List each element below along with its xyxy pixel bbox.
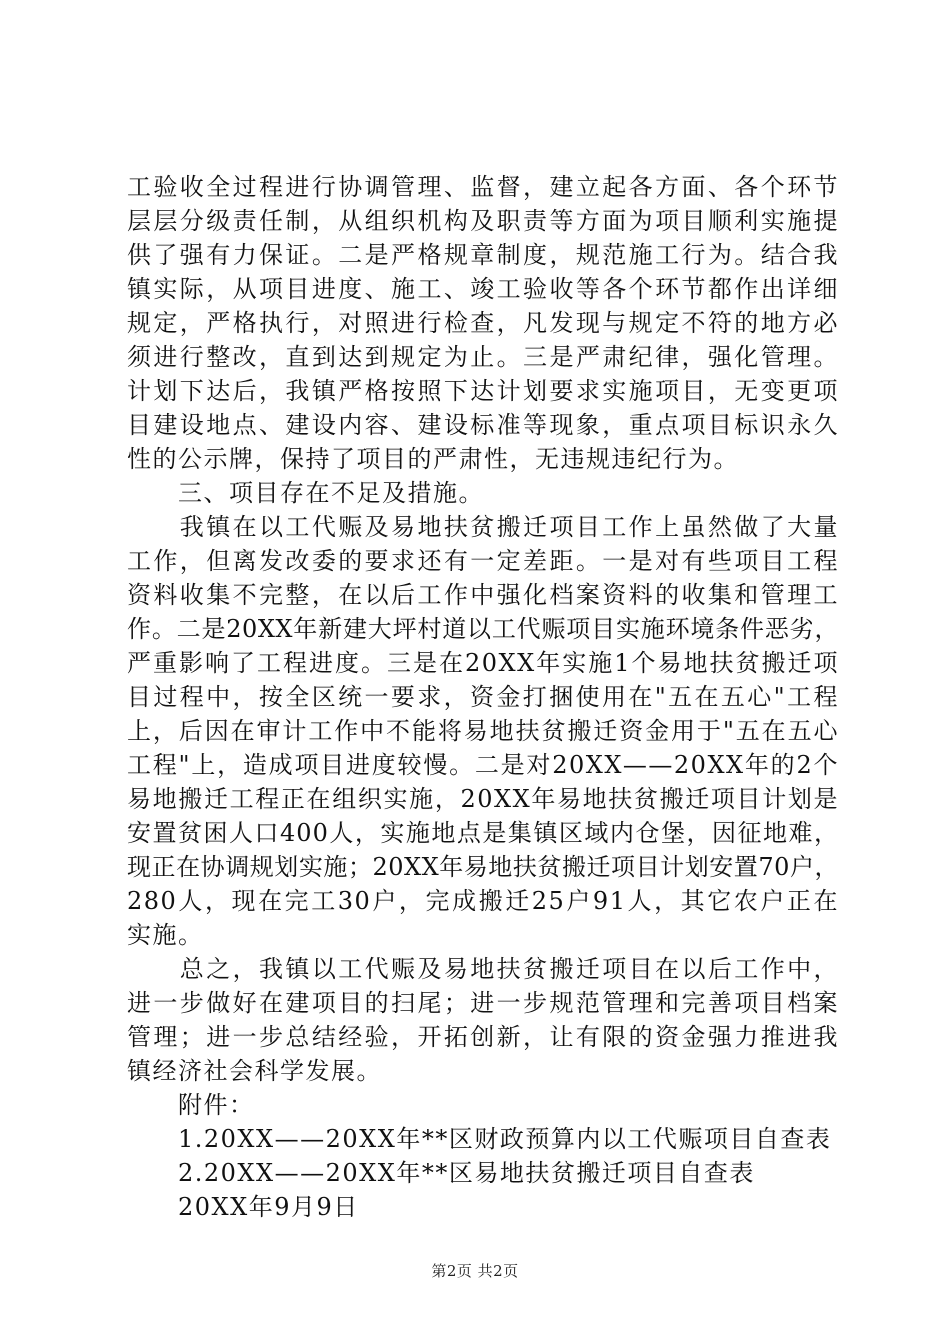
body-line: 实施。 xyxy=(127,921,204,949)
page-footer xyxy=(0,1260,950,1281)
body-line: 作。二是20XX年新建大坪村道以工代赈项目实施环境条件恶劣， xyxy=(127,615,839,643)
body-line: 目过程中，按全区统一要求，资金打捆使用在"五在五心"工程 xyxy=(127,683,839,711)
page-number-label: 第2页 共2页 xyxy=(431,1262,519,1280)
document-body xyxy=(127,170,839,1224)
body-line: 性的公示牌，保持了项目的严肃性，无违规违纪行为。 xyxy=(127,445,739,473)
body-line: 计划下达后，我镇严格按照下达计划要求实施项目，无变更项 xyxy=(127,377,839,405)
body-line: 工作，但离发改委的要求还有一定差距。一是对有些项目工程 xyxy=(127,547,839,575)
body-line: 总之，我镇以工代赈及易地扶贫搬迁项目在以后工作中， xyxy=(127,955,839,983)
body-line: 层层分级责任制，从组织机构及职责等方面为项目顺利实施提 xyxy=(127,207,839,235)
body-line: 镇实际，从项目进度、施工、竣工验收等各个环节都作出详细 xyxy=(127,275,839,303)
body-line: 280人，现在完工30户，完成搬迁25户91人，其它农户正在 xyxy=(127,887,839,915)
body-line: 镇经济社会科学发展。 xyxy=(127,1057,382,1085)
body-line: 安置贫困人口400人，实施地点是集镇区域内仓堡，因征地难， xyxy=(127,819,839,847)
attachment-item: 2.20XX——20XX年**区易地扶贫搬迁项目自查表 xyxy=(127,1159,755,1187)
body-line: 资料收集不完整，在以后工作中强化档案资料的收集和管理工 xyxy=(127,581,839,609)
body-line: 规定，严格执行，对照进行检查，凡发现与规定不符的地方必 xyxy=(127,309,839,337)
attachment-item: 1.20XX——20XX年**区财政预算内以工代赈项目自查表 xyxy=(127,1125,832,1153)
body-line: 进一步做好在建项目的扫尾；进一步规范管理和完善项目档案 xyxy=(127,989,839,1017)
body-line: 现正在协调规划实施；20XX年易地扶贫搬迁项目计划安置70户， xyxy=(127,853,839,881)
body-line: 严重影响了工程进度。三是在20XX年实施1个易地扶贫搬迁项 xyxy=(127,649,839,677)
body-line: 工验收全过程进行协调管理、监督，建立起各方面、各个环节 xyxy=(127,173,839,201)
body-line: 工程"上，造成项目进度较慢。二是对20XX——20XX年的2个 xyxy=(127,751,839,779)
body-line: 须进行整改，直到达到规定为止。三是严肃纪律，强化管理。 xyxy=(127,343,839,371)
body-line: 供了强有力保证。二是严格规章制度，规范施工行为。结合我 xyxy=(127,241,839,269)
body-line: 目建设地点、建设内容、建设标准等现象，重点项目标识永久 xyxy=(127,411,839,439)
body-line: 管理；进一步总结经验，开拓创新，让有限的资金强力推进我 xyxy=(127,1023,839,1051)
body-line: 易地搬迁工程正在组织实施，20XX年易地扶贫搬迁项目计划是 xyxy=(127,785,839,813)
body-line: 上，后因在审计工作中不能将易地扶贫搬迁资金用于"五在五心 xyxy=(127,717,839,745)
document-date: 20XX年9月9日 xyxy=(127,1193,359,1221)
attachments-label: 附件： xyxy=(127,1091,255,1119)
section-heading: 三、项目存在不足及措施。 xyxy=(127,479,484,507)
body-line: 我镇在以工代赈及易地扶贫搬迁项目工作上虽然做了大量 xyxy=(127,513,839,541)
